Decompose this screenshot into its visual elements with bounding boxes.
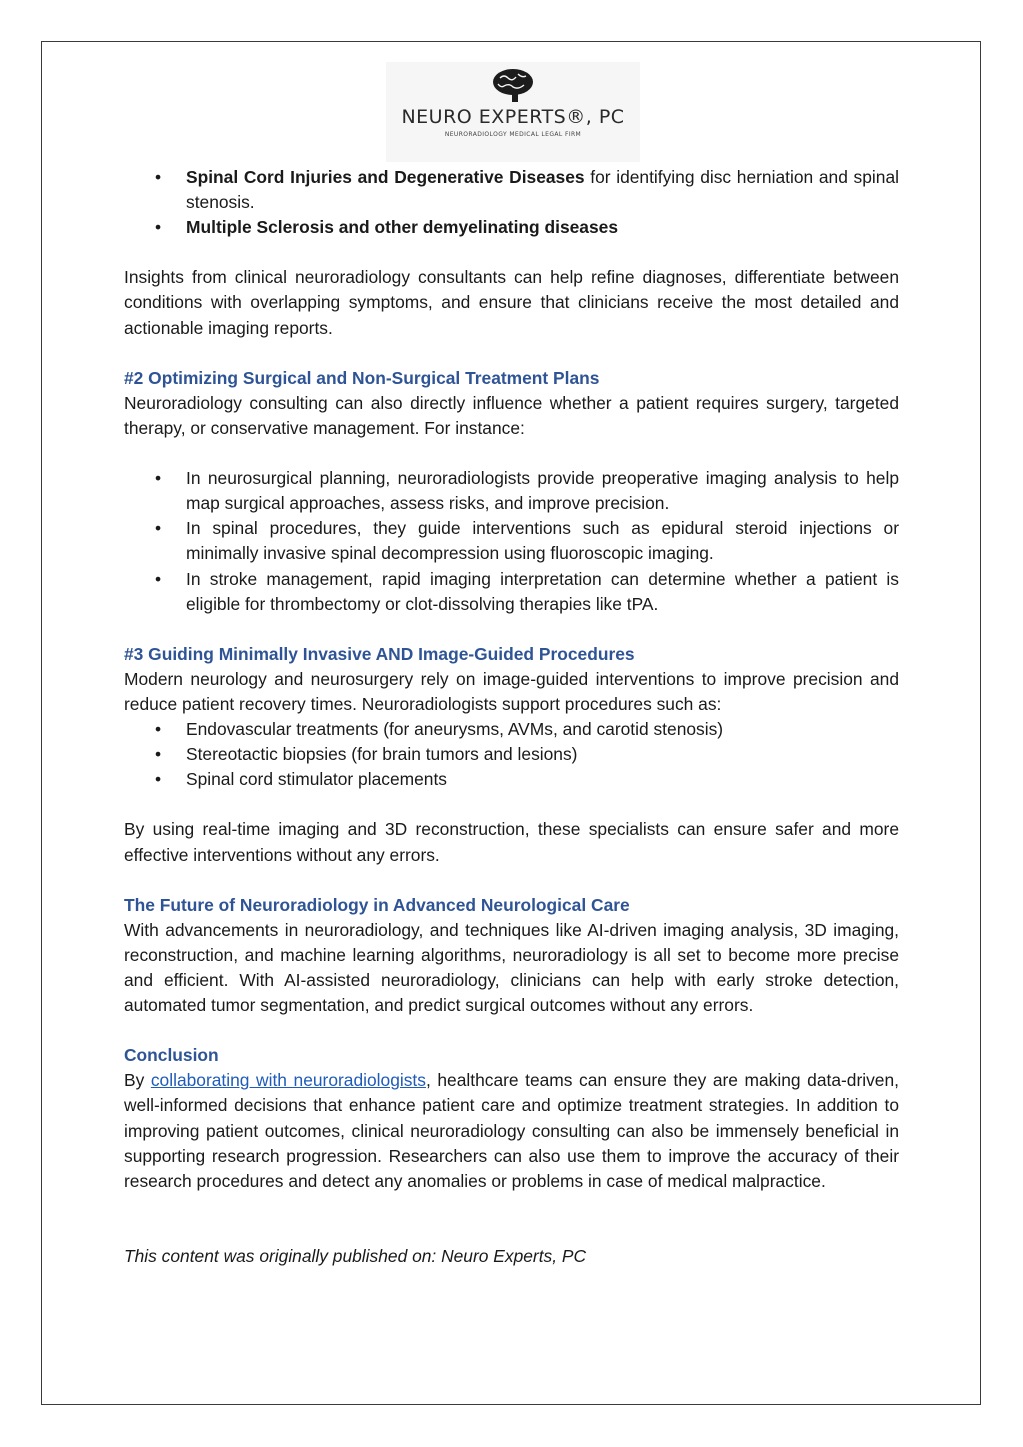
conclusion-paragraph bbox=[124, 1068, 899, 1193]
list-item: • Endovascular treatments (for aneurysms, AVMs, and carotid stenosis) bbox=[124, 717, 899, 742]
list-item: • In stroke management, rapid imaging interpretation can determine whether a patient is eligible for thrombectomy or clot-dissolving therapies like tPA. bbox=[124, 567, 899, 617]
section-3-bullet-list bbox=[124, 717, 899, 792]
conclusion-heading: Conclusion bbox=[124, 1045, 219, 1066]
future-paragraph: With advancements in neuroradiology, and techniques like AI-driven imaging analysis, 3D imaging, reconstruction, and machine learning algorithms, neuroradiology is all set to become more precise and efficient. With AI-assisted neuroradiology, clinicians can help with early stroke detection, automated tumor segmentation, and predict surgical outcomes without any errors. bbox=[124, 919, 899, 1016]
top-bullet-list bbox=[124, 165, 899, 240]
list-item bbox=[124, 165, 899, 215]
bullet-bold-text: Multiple Sclerosis and other demyelinating diseases bbox=[186, 217, 618, 238]
list-item: • Spinal cord stimulator placements bbox=[124, 767, 899, 792]
future-heading: The Future of Neuroradiology in Advanced Neurological Care bbox=[124, 894, 630, 915]
section-3-heading: #3 Guiding Minimally Invasive AND Image-Guided Procedures bbox=[124, 643, 635, 664]
footer-note: This content was originally published on: Neuro Experts, PC bbox=[124, 1246, 587, 1267]
list-item: • Stereotactic biopsies (for brain tumors and lesions) bbox=[124, 742, 899, 767]
list-item bbox=[124, 215, 899, 240]
section-2-bullet-list bbox=[124, 466, 899, 617]
section-2-paragraph: Neuroradiology consulting can also directly influence whether a patient requires surgery, targeted therapy, or conservative management. For instance: bbox=[124, 392, 899, 438]
logo-tagline: NEURORADIOLOGY MEDICAL LEGAL FIRM bbox=[444, 131, 582, 138]
bullet-text: for identifying disc herniation and spinal stenosis. bbox=[186, 167, 899, 213]
intro-paragraph: Insights from clinical neuroradiology consultants can help refine diagnoses, differentiate between conditions with overlapping symptoms, and ensure that clinicians receive the most detailed and actionable imaging reports. bbox=[124, 267, 899, 338]
logo-company-name: NEURO EXPERTS®, PC bbox=[401, 106, 625, 128]
conclusion-rest: , healthcare teams can ensure they are making data-driven, well-informed decisions that enhance patient care and optimize treatment strategies. In addition to improving patient outcomes, clinical neuroradiology consulting can also be immensely beneficial in supporting research progression. Researchers can also use them to improve the accuracy of their research procedures and detect any anomalies or problems in case of medical malpractice. bbox=[124, 1070, 899, 1191]
conclusion-prefix: By bbox=[124, 1070, 151, 1091]
section-2-heading: #2 Optimizing Surgical and Non-Surgical Treatment Plans bbox=[124, 367, 600, 388]
section-3-closing-paragraph: By using real-time imaging and 3D reconstruction, these specialists can ensure safer and more effective interventions without any errors. bbox=[124, 819, 899, 865]
section-3-paragraph: Modern neurology and neurosurgery rely on image-guided interventions to improve precision and reduce patient recovery times. Neuroradiologists support procedures such as: bbox=[124, 668, 899, 714]
brain-icon bbox=[482, 66, 544, 106]
list-item: • In spinal procedures, they guide interventions such as epidural steroid injections or minimally invasive spinal decompression using fluoroscopic imaging. bbox=[124, 516, 899, 566]
list-item: • In neurosurgical planning, neuroradiologists provide preoperative imaging analysis to help map surgical approaches, assess risks, and improve precision. bbox=[124, 466, 899, 516]
neuroradiologists-link[interactable]: collaborating with neuroradiologists bbox=[150, 1070, 426, 1091]
company-logo bbox=[386, 62, 640, 162]
document-body bbox=[124, 165, 899, 1269]
bullet-bold-text: Spinal Cord Injuries and Degenerative Diseases bbox=[186, 167, 585, 187]
